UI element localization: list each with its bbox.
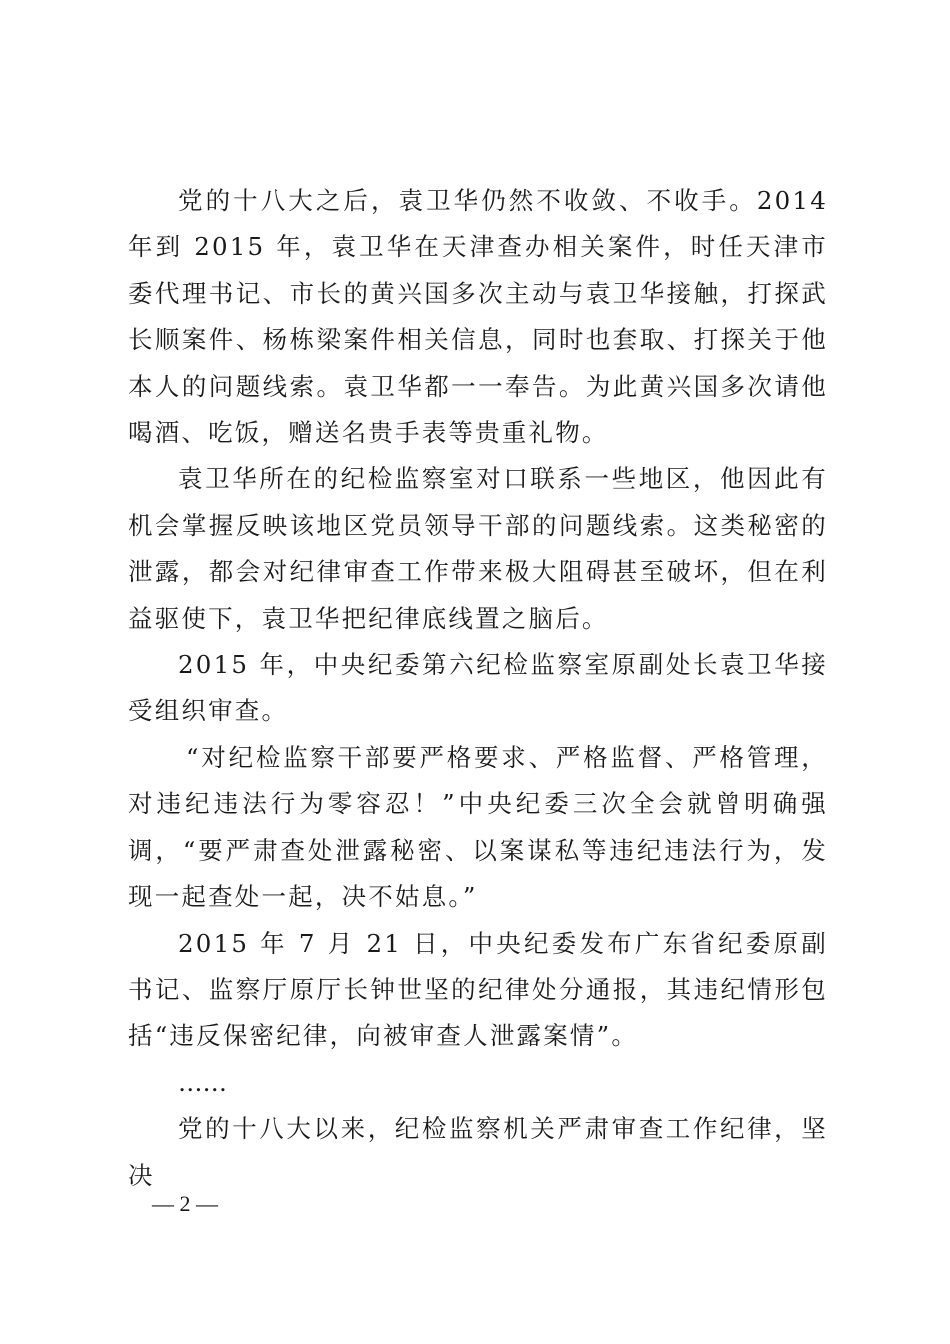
paragraph-2: 袁卫华所在的纪检监察室对口联系一些地区，他因此有机会掌握反映该地区党员领导干部的问题线索。这类秘密的泄露，都会对纪律审查工作带来极大阻碍甚至破坏，但在利益驱使下，袁卫华把纪律底线置之脑后。 — [128, 464, 828, 633]
paragraph-5: 2015 年 7 月 21 日，中央纪委发布广东省纪委原副书记、监察厅原厅长钟世坚的纪律处分通报，其违纪情形包括“违反保密纪律，向被审查人泄露案情”。 — [128, 928, 828, 1051]
paragraph-ellipsis: …… — [178, 1067, 227, 1097]
document-body — [128, 178, 828, 1199]
paragraph-1: 党的十八大之后，袁卫华仍然不收敛、不收手。2014 年到 2015 年，袁卫华在天津查办相关案件，时任天津市委代理书记、市长的黄兴国多次主动与袁卫华接触，打探武长顺案件、杨栋梁案件相关信息，同时也套取、打探关于他本人的问题线索。袁卫华都一一奉告。为此黄兴国多次请他喝酒、吃饭，赠送名贵手表等贵重礼物。 — [128, 186, 828, 448]
paragraph-4: “对纪检监察干部要严格要求、严格监督、严格管理，对违纪违法行为零容忍！”中央纪委三次全会就曾明确强调，“要严肃查处泄露秘密、以案谋私等违纪违法行为，发现一起查处一起，决不姑息。” — [128, 742, 828, 912]
paragraph-7: 党的十八大以来，纪检监察机关严肃审查工作纪律，坚决 — [128, 1114, 828, 1190]
page-number: — 2 — — [152, 1191, 218, 1216]
paragraph-3: 2015 年，中央纪委第六纪检监察室原副处长袁卫华接受组织审查。 — [128, 650, 828, 726]
